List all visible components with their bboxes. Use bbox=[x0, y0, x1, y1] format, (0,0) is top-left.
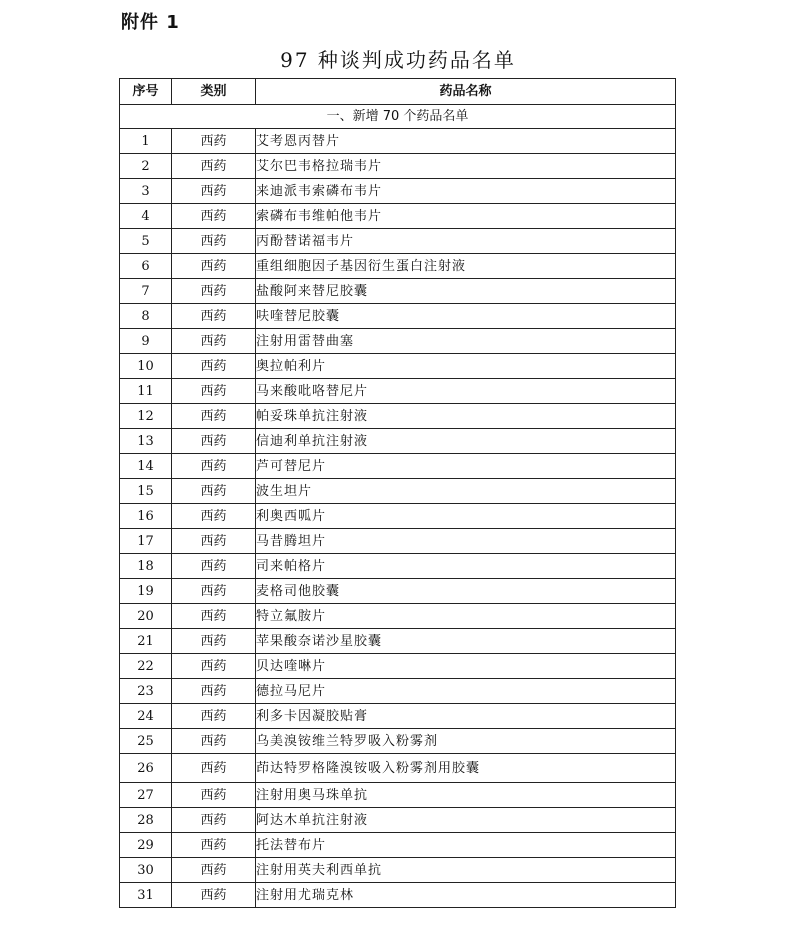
row-category: 西药 bbox=[172, 579, 256, 604]
row-drug-name: 马来酸吡咯替尼片 bbox=[256, 379, 676, 404]
table-body bbox=[120, 105, 676, 908]
row-drug-name: 苹果酸奈诺沙星胶囊 bbox=[256, 629, 676, 654]
row-number: 14 bbox=[120, 454, 172, 479]
table-row bbox=[120, 279, 676, 304]
row-drug-name: 司来帕格片 bbox=[256, 554, 676, 579]
drug-list-table bbox=[119, 78, 676, 908]
row-category: 西药 bbox=[172, 479, 256, 504]
row-category: 西药 bbox=[172, 154, 256, 179]
row-category: 西药 bbox=[172, 858, 256, 883]
table-row bbox=[120, 783, 676, 808]
row-drug-name: 茚达特罗格隆溴铵吸入粉雾剂用胶囊 bbox=[256, 754, 676, 783]
row-number: 10 bbox=[120, 354, 172, 379]
table-row bbox=[120, 179, 676, 204]
table-row bbox=[120, 354, 676, 379]
row-number: 31 bbox=[120, 883, 172, 908]
row-drug-name: 注射用雷替曲塞 bbox=[256, 329, 676, 354]
row-drug-name: 注射用奥马珠单抗 bbox=[256, 783, 676, 808]
row-category: 西药 bbox=[172, 754, 256, 783]
table-row bbox=[120, 754, 676, 783]
row-category: 西药 bbox=[172, 254, 256, 279]
row-number: 12 bbox=[120, 404, 172, 429]
row-drug-name: 注射用英夫利西单抗 bbox=[256, 858, 676, 883]
row-category: 西药 bbox=[172, 404, 256, 429]
row-category: 西药 bbox=[172, 304, 256, 329]
table-row bbox=[120, 833, 676, 858]
row-number: 24 bbox=[120, 704, 172, 729]
section-row bbox=[120, 105, 676, 129]
row-number: 17 bbox=[120, 529, 172, 554]
row-number: 22 bbox=[120, 654, 172, 679]
row-drug-name: 呋喹替尼胶囊 bbox=[256, 304, 676, 329]
row-number: 7 bbox=[120, 279, 172, 304]
row-number: 19 bbox=[120, 579, 172, 604]
row-category: 西药 bbox=[172, 504, 256, 529]
table-row bbox=[120, 604, 676, 629]
document-title: 97 种谈判成功药品名单 bbox=[280, 48, 516, 72]
row-number: 28 bbox=[120, 808, 172, 833]
table-row bbox=[120, 129, 676, 154]
row-category: 西药 bbox=[172, 279, 256, 304]
row-category: 西药 bbox=[172, 179, 256, 204]
row-number: 4 bbox=[120, 204, 172, 229]
row-number: 26 bbox=[120, 754, 172, 783]
row-number: 27 bbox=[120, 783, 172, 808]
table-row bbox=[120, 504, 676, 529]
row-category: 西药 bbox=[172, 679, 256, 704]
row-drug-name: 乌美溴铵维兰特罗吸入粉雾剂 bbox=[256, 729, 676, 754]
row-number: 21 bbox=[120, 629, 172, 654]
row-drug-name: 波生坦片 bbox=[256, 479, 676, 504]
row-number: 20 bbox=[120, 604, 172, 629]
row-category: 西药 bbox=[172, 729, 256, 754]
row-drug-name: 德拉马尼片 bbox=[256, 679, 676, 704]
row-category: 西药 bbox=[172, 529, 256, 554]
table-row bbox=[120, 704, 676, 729]
table-row bbox=[120, 529, 676, 554]
row-category: 西药 bbox=[172, 354, 256, 379]
row-number: 23 bbox=[120, 679, 172, 704]
row-drug-name: 利奥西呱片 bbox=[256, 504, 676, 529]
row-drug-name: 来迪派韦索磷布韦片 bbox=[256, 179, 676, 204]
row-number: 29 bbox=[120, 833, 172, 858]
row-drug-name: 注射用尤瑞克林 bbox=[256, 883, 676, 908]
row-category: 西药 bbox=[172, 604, 256, 629]
table-row bbox=[120, 883, 676, 908]
row-category: 西药 bbox=[172, 129, 256, 154]
row-drug-name: 索磷布韦维帕他韦片 bbox=[256, 204, 676, 229]
row-number: 8 bbox=[120, 304, 172, 329]
row-number: 25 bbox=[120, 729, 172, 754]
table-row bbox=[120, 654, 676, 679]
row-drug-name: 帕妥珠单抗注射液 bbox=[256, 404, 676, 429]
row-number: 16 bbox=[120, 504, 172, 529]
column-header-drug-name: 药品名称 bbox=[256, 79, 676, 105]
row-drug-name: 盐酸阿来替尼胶囊 bbox=[256, 279, 676, 304]
table-row bbox=[120, 379, 676, 404]
table-row bbox=[120, 404, 676, 429]
row-category: 西药 bbox=[172, 629, 256, 654]
row-drug-name: 特立氟胺片 bbox=[256, 604, 676, 629]
row-category: 西药 bbox=[172, 329, 256, 354]
row-category: 西药 bbox=[172, 783, 256, 808]
table-row bbox=[120, 429, 676, 454]
row-drug-name: 利多卡因凝胶贴膏 bbox=[256, 704, 676, 729]
row-category: 西药 bbox=[172, 229, 256, 254]
row-number: 15 bbox=[120, 479, 172, 504]
row-category: 西药 bbox=[172, 833, 256, 858]
row-category: 西药 bbox=[172, 808, 256, 833]
row-number: 13 bbox=[120, 429, 172, 454]
table-header-row bbox=[120, 79, 676, 105]
row-number: 2 bbox=[120, 154, 172, 179]
table-row bbox=[120, 858, 676, 883]
table-row bbox=[120, 329, 676, 354]
row-drug-name: 丙酚替诺福韦片 bbox=[256, 229, 676, 254]
row-number: 30 bbox=[120, 858, 172, 883]
table-row bbox=[120, 679, 676, 704]
table-row bbox=[120, 808, 676, 833]
row-number: 9 bbox=[120, 329, 172, 354]
row-category: 西药 bbox=[172, 883, 256, 908]
row-category: 西药 bbox=[172, 454, 256, 479]
row-drug-name: 奥拉帕利片 bbox=[256, 354, 676, 379]
row-number: 6 bbox=[120, 254, 172, 279]
row-drug-name: 芦可替尼片 bbox=[256, 454, 676, 479]
attachment-label: 附件 1 bbox=[121, 12, 180, 33]
table-row bbox=[120, 454, 676, 479]
row-number: 1 bbox=[120, 129, 172, 154]
table-row bbox=[120, 254, 676, 279]
table-row bbox=[120, 629, 676, 654]
row-number: 5 bbox=[120, 229, 172, 254]
row-category: 西药 bbox=[172, 554, 256, 579]
column-header-no: 序号 bbox=[120, 79, 172, 105]
row-drug-name: 艾尔巴韦格拉瑞韦片 bbox=[256, 154, 676, 179]
table-row bbox=[120, 204, 676, 229]
row-number: 11 bbox=[120, 379, 172, 404]
row-category: 西药 bbox=[172, 654, 256, 679]
column-header-category: 类别 bbox=[172, 79, 256, 105]
table-row bbox=[120, 154, 676, 179]
table-row bbox=[120, 554, 676, 579]
row-category: 西药 bbox=[172, 429, 256, 454]
row-drug-name: 艾考恩丙替片 bbox=[256, 129, 676, 154]
row-number: 18 bbox=[120, 554, 172, 579]
row-category: 西药 bbox=[172, 704, 256, 729]
row-drug-name: 信迪利单抗注射液 bbox=[256, 429, 676, 454]
row-drug-name: 贝达喹啉片 bbox=[256, 654, 676, 679]
row-category: 西药 bbox=[172, 379, 256, 404]
row-drug-name: 重组细胞因子基因衍生蛋白注射液 bbox=[256, 254, 676, 279]
row-drug-name: 托法替布片 bbox=[256, 833, 676, 858]
row-drug-name: 马昔腾坦片 bbox=[256, 529, 676, 554]
table-row bbox=[120, 729, 676, 754]
row-drug-name: 阿达木单抗注射液 bbox=[256, 808, 676, 833]
row-drug-name: 麦格司他胶囊 bbox=[256, 579, 676, 604]
table-row bbox=[120, 479, 676, 504]
section-title: 一、新增 70 个药品名单 bbox=[120, 105, 676, 129]
row-number: 3 bbox=[120, 179, 172, 204]
table-row bbox=[120, 579, 676, 604]
table-row bbox=[120, 304, 676, 329]
row-category: 西药 bbox=[172, 204, 256, 229]
table-row bbox=[120, 229, 676, 254]
